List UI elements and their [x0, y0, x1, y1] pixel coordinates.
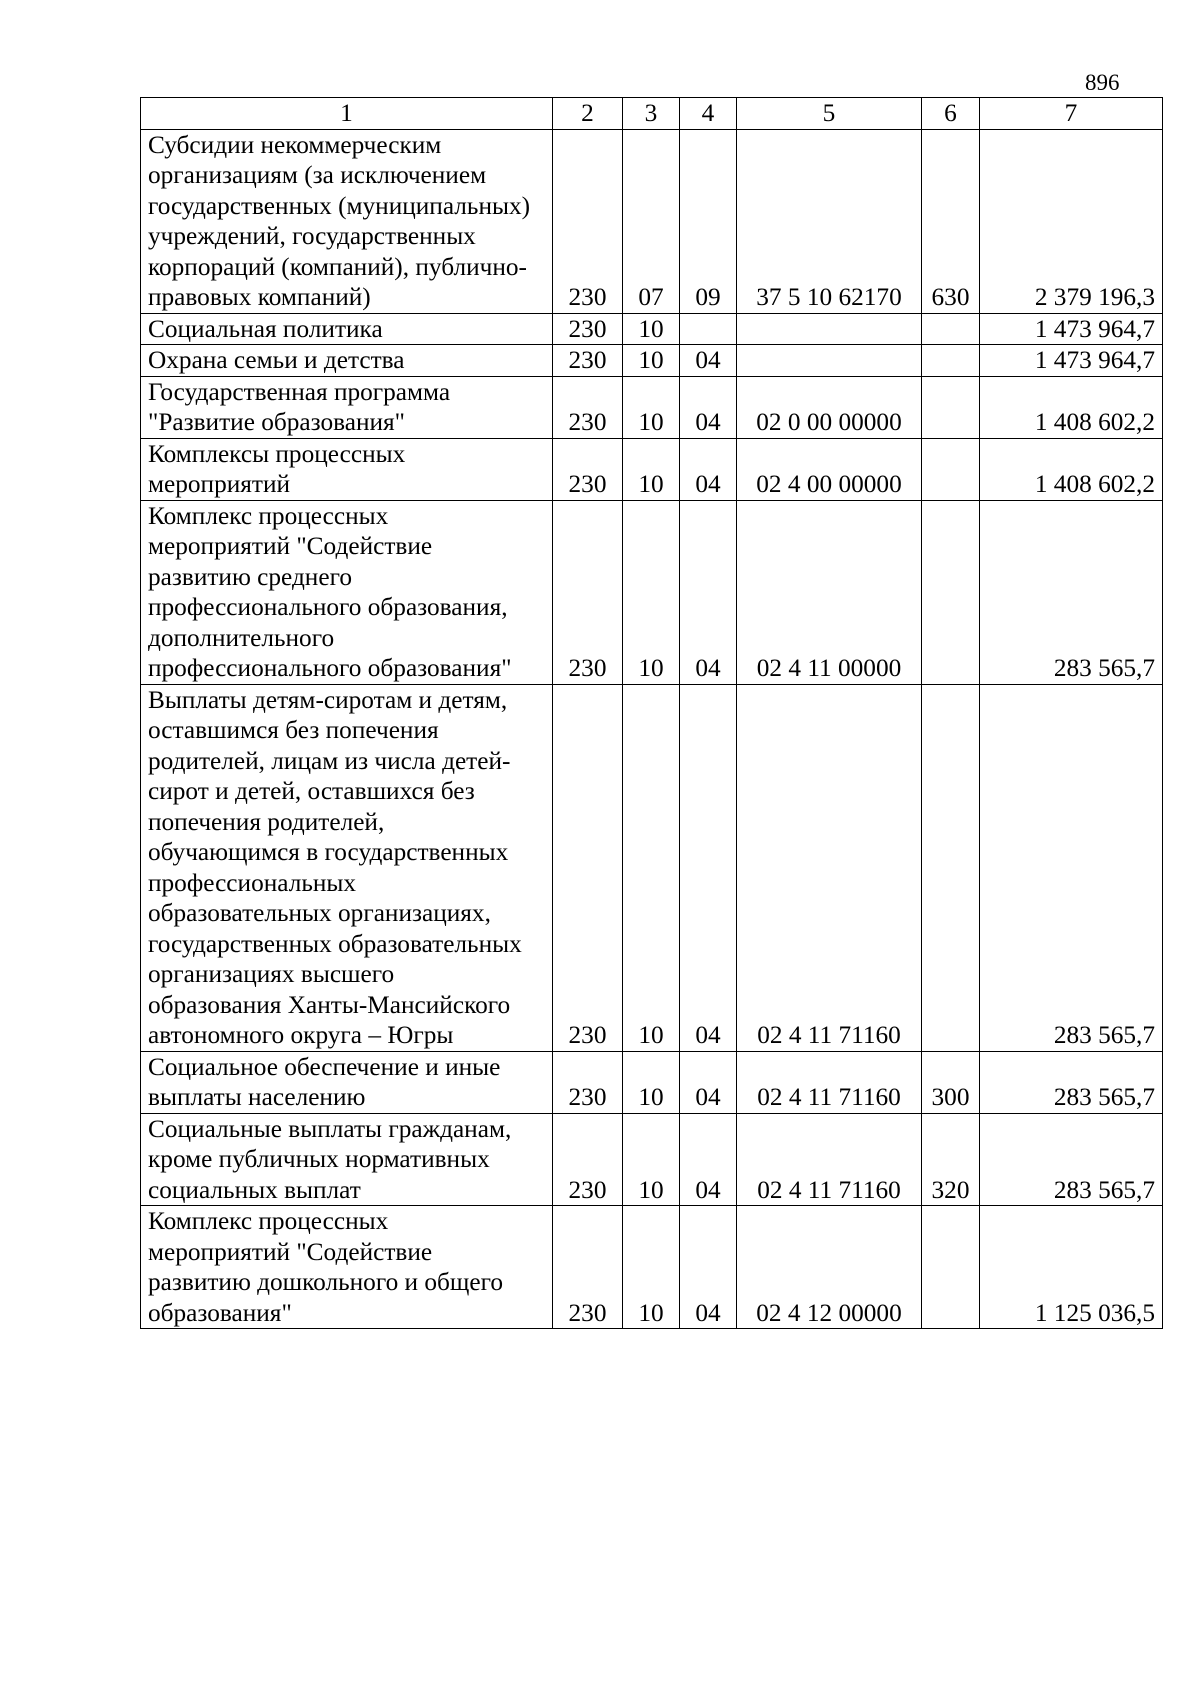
section-code-cell: 10	[623, 1206, 680, 1329]
amount-cell: 283 565,7	[980, 1113, 1163, 1206]
section-code-cell: 10	[623, 376, 680, 438]
item-name-cell	[141, 500, 553, 684]
amount-cell: 1 408 602,2	[980, 438, 1163, 500]
section-code-cell: 10	[623, 345, 680, 377]
ministry-code-cell: 230	[553, 345, 623, 377]
item-name-line: развитию дошкольного и общего	[148, 1268, 504, 1296]
expense-type-cell	[922, 438, 980, 500]
item-name-line: социальных выплат	[148, 1175, 361, 1204]
item-name-line: Социальное обеспечение и иные	[148, 1052, 501, 1081]
column-header-1: 1	[141, 98, 553, 130]
item-name-line: сирот и детей, оставшихся без	[148, 777, 475, 805]
column-header-7: 7	[980, 98, 1163, 130]
ministry-code-cell: 230	[553, 313, 623, 345]
item-name-line: организациям (за исключением	[148, 161, 487, 189]
section-code-cell: 10	[623, 1113, 680, 1206]
table-body	[141, 129, 1163, 1329]
item-name-cell	[141, 1051, 553, 1113]
item-name-line: образовательных организациях,	[148, 899, 491, 927]
item-name-line: обучающимся в государственных	[148, 838, 509, 866]
item-name-line: мероприятий	[148, 470, 291, 498]
subsection-code-cell: 04	[680, 500, 737, 684]
item-name-cell	[141, 376, 553, 438]
expense-type-cell: 630	[922, 129, 980, 313]
item-name-line: выплаты населению	[148, 1083, 366, 1111]
section-code-cell: 10	[623, 438, 680, 500]
budget-table	[140, 97, 1163, 1329]
item-name-cell	[141, 345, 553, 377]
item-name-line: развитию среднего	[148, 562, 352, 591]
expense-type-cell	[922, 345, 980, 377]
amount-cell: 283 565,7	[980, 1051, 1163, 1113]
item-name-line: Комплекс процессных	[148, 501, 389, 530]
column-header-5: 5	[737, 98, 922, 130]
item-name-line: профессионального образования,	[148, 593, 508, 621]
item-name-line: кроме публичных нормативных	[148, 1145, 490, 1173]
expense-type-cell	[922, 313, 980, 345]
amount-cell: 1 125 036,5	[980, 1206, 1163, 1329]
item-name-line: Комплексы процессных	[148, 439, 406, 468]
ministry-code-cell: 230	[553, 500, 623, 684]
item-name-line: Субсидии некоммерческим	[148, 130, 442, 159]
item-name-line: государственных образовательных	[148, 929, 522, 958]
item-name-line: организациях высшего	[148, 960, 395, 988]
table-row	[141, 438, 1163, 500]
subsection-code-cell: 04	[680, 1113, 737, 1206]
ministry-code-cell: 230	[553, 376, 623, 438]
section-code-cell: 10	[623, 684, 680, 1051]
column-header-6: 6	[922, 98, 980, 130]
expense-type-cell: 300	[922, 1051, 980, 1113]
item-name-line: "Развитие образования"	[148, 408, 406, 436]
table-row	[141, 1206, 1163, 1329]
item-name-line: оставшимся без попечения	[148, 716, 439, 744]
ministry-code-cell: 230	[553, 1051, 623, 1113]
ministry-code-cell: 230	[553, 438, 623, 500]
item-name-line: образования"	[148, 1298, 292, 1327]
item-name-line: родителей, лицам из числа детей-	[148, 746, 511, 775]
subsection-code-cell: 04	[680, 376, 737, 438]
table-row	[141, 129, 1163, 313]
item-name-line: попечения родителей,	[148, 807, 385, 836]
amount-cell: 2 379 196,3	[980, 129, 1163, 313]
table-row	[141, 313, 1163, 345]
column-header-3: 3	[623, 98, 680, 130]
target-article-cell: 37 5 10 62170	[737, 129, 922, 313]
amount-cell: 283 565,7	[980, 684, 1163, 1051]
section-code-cell: 07	[623, 129, 680, 313]
subsection-code-cell: 09	[680, 129, 737, 313]
item-name-line: учреждений, государственных	[148, 222, 476, 250]
item-name-line: автономного округа – Югры	[148, 1021, 454, 1049]
item-name-line: профессионального образования"	[148, 654, 512, 682]
amount-cell: 1 473 964,7	[980, 345, 1163, 377]
item-name-cell	[141, 313, 553, 345]
subsection-code-cell: 04	[680, 684, 737, 1051]
ministry-code-cell: 230	[553, 684, 623, 1051]
item-name-cell	[141, 129, 553, 313]
header-row	[141, 98, 1163, 130]
item-name-line: Комплекс процессных	[148, 1207, 389, 1235]
item-name-line: мероприятий "Содействие	[148, 532, 433, 560]
section-code-cell: 10	[623, 313, 680, 345]
item-name-line: правовых компаний)	[148, 283, 371, 311]
item-name-line: Социальные выплаты гражданам,	[148, 1114, 512, 1143]
item-name-line: корпораций (компаний), публично-	[148, 252, 527, 281]
table-row	[141, 684, 1163, 1051]
target-article-cell: 02 4 11 71160	[737, 684, 922, 1051]
expense-type-cell	[922, 684, 980, 1051]
item-name-line: профессиональных	[148, 868, 357, 897]
section-code-cell: 10	[623, 500, 680, 684]
item-name-line: образования Ханты-Мансийского	[148, 990, 511, 1019]
subsection-code-cell: 04	[680, 1051, 737, 1113]
amount-cell: 1 473 964,7	[980, 313, 1163, 345]
item-name-cell	[141, 684, 553, 1051]
ministry-code-cell: 230	[553, 1113, 623, 1206]
ministry-code-cell: 230	[553, 1206, 623, 1329]
item-name-line: дополнительного	[148, 623, 335, 652]
target-article-cell	[737, 313, 922, 345]
expense-type-cell	[922, 1206, 980, 1329]
expense-type-cell: 320	[922, 1113, 980, 1206]
item-name-line: мероприятий "Содействие	[148, 1237, 433, 1266]
target-article-cell: 02 4 00 00000	[737, 438, 922, 500]
target-article-cell: 02 4 11 71160	[737, 1051, 922, 1113]
item-name-cell	[141, 1206, 553, 1329]
subsection-code-cell	[680, 313, 737, 345]
amount-cell: 1 408 602,2	[980, 376, 1163, 438]
section-code-cell: 10	[623, 1051, 680, 1113]
page-number: 896	[1085, 70, 1120, 95]
target-article-cell	[737, 345, 922, 377]
column-header-2: 2	[553, 98, 623, 130]
table-row	[141, 1051, 1163, 1113]
item-name-line: Выплаты детям-сиротам и детям,	[148, 685, 508, 714]
item-name-line: Социальная политика	[148, 314, 383, 343]
table-row	[141, 345, 1163, 377]
ministry-code-cell: 230	[553, 129, 623, 313]
target-article-cell: 02 0 00 00000	[737, 376, 922, 438]
column-header-4: 4	[680, 98, 737, 130]
table-row	[141, 500, 1163, 684]
target-article-cell: 02 4 12 00000	[737, 1206, 922, 1329]
table-row	[141, 376, 1163, 438]
expense-type-cell	[922, 500, 980, 684]
subsection-code-cell: 04	[680, 345, 737, 377]
item-name-cell	[141, 1113, 553, 1206]
amount-cell: 283 565,7	[980, 500, 1163, 684]
target-article-cell: 02 4 11 00000	[737, 500, 922, 684]
table-row	[141, 1113, 1163, 1206]
item-name-line: Охрана семьи и детства	[148, 346, 405, 374]
target-article-cell: 02 4 11 71160	[737, 1113, 922, 1206]
item-name-line: государственных (муниципальных)	[148, 191, 531, 220]
expense-type-cell	[922, 376, 980, 438]
item-name-line: Государственная программа	[148, 377, 451, 406]
subsection-code-cell: 04	[680, 438, 737, 500]
subsection-code-cell: 04	[680, 1206, 737, 1329]
item-name-cell	[141, 438, 553, 500]
